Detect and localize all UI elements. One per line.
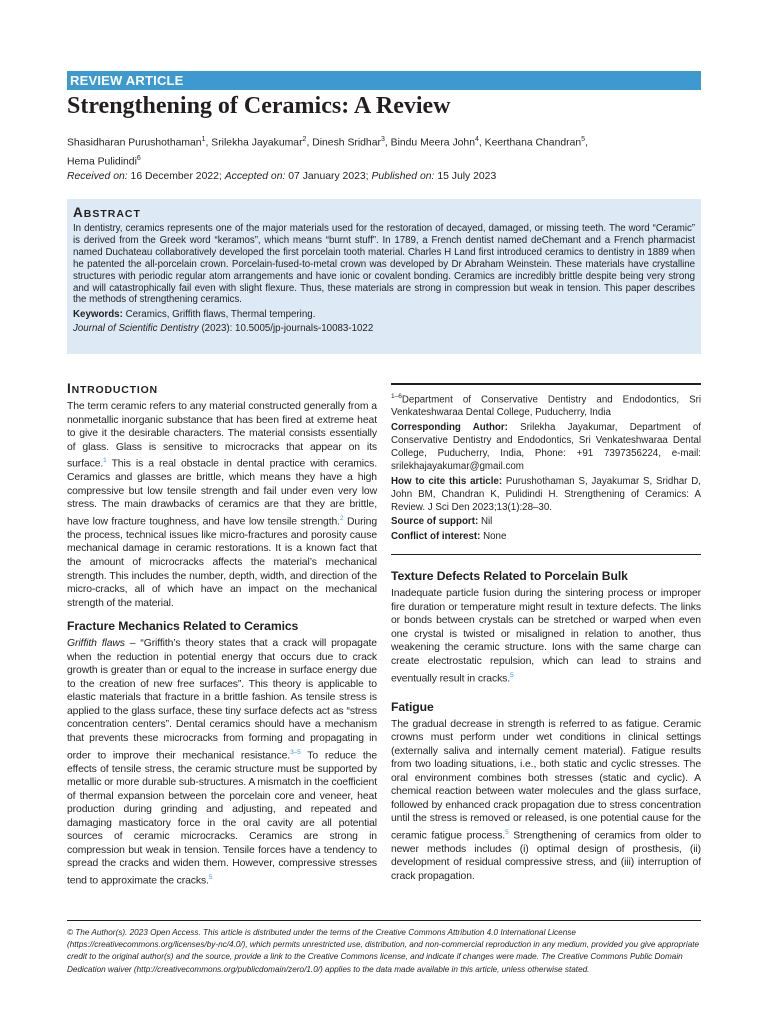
journal-citation [73,322,695,335]
received-date: 16 December 2022; [130,171,222,182]
author-name: Srilekha Jayakumar [211,137,303,149]
citation-ref[interactable]: 3–5 [290,748,301,756]
received-label: Received on: [67,171,128,182]
abstract-heading [73,205,695,220]
fracture-text-b: To reduce the effects of tensile stress, the ceramic structure must be supported by metallic or more durable sub-structures. A mismatch in the coefficient of thermal expansion between the porcelain core and veneer, heat production during grinding and adjusting, and repeated and damaging masticatory force in the oral cavity are all potential sources of ceramic microcracks. Ceramics are strong in compression but weak in tension. Tensile forces have a tendency to spread the cracks and widen them. However, compressive stresses tend to approximate the cracks. [67,749,378,887]
affiliation-sup: 1–6 [391,393,402,400]
author-affil-sup: 6 [136,154,141,162]
author-name: Keerthana Chandran [484,137,582,149]
texture-text: Inadequate particle fusion during the sintering process or improper fire duration or temperature might result in texture defects. The links or bonds between crystals can be stretched or warped when even one crystal is twisted or misaligned in relation to another, thus weakening the ceramic structure. Ions with the same charge can create electrostatic repulsion, which can lead to strains and eventually result in cracks. [391,588,701,684]
author-name: Bindu Meera John [390,137,475,149]
accepted-label: Accepted on: [224,171,286,182]
support-value: Nil [480,516,493,528]
source-of-support [391,516,701,529]
fracture-heading: Fracture Mechanics Related to Ceramics [67,619,299,634]
author-affil-sup: 4 [474,136,479,143]
introduction-heading [67,381,377,396]
license-footer: © The Author(s). 2023 Open Access. This article is distributed under the terms of the Creative Commons Attribution 4.0 International License (https://creativecommons.org/licenses/by-nc/4.0/), which permits unrestricted use, distribution, and non-commercial reproduction in any medium, provided you give appropriate credit to the original author(s) and the source, provide a link to the Creative Commons license, and indicate if changes were made. The Creative Commons Public Domain Dedication waiver (http://creativecommons.org/publicdomain/zero/1.0/) applies to the data made available in this article, unless otherwise stated. [67,920,701,976]
author-affil-sup: 2 [302,136,307,143]
intro-text-a: The term ceramic refers to any material constructed generally from a nonmetallic inorganic substance that has been fired at extreme heat to give it the desirable characters. The material consists essentially of glass. Glass is sensitive to microcracks that appear on its surface. [67,401,377,470]
article-type-banner: REVIEW ARTICLE [67,71,701,90]
article-info-box [391,383,701,555]
corresponding-text: Srilekha Jayakumar, Department of Conservative Dentistry and Endodontics, Sri Venkateshwaraa Dental College, Puducherry, India, Phone: +91 7397356224, e-mail: srilekhajayakumar@gmail.com [391,422,701,472]
fatigue-text-a: The gradual decrease in strength is referred to as fatigue. Ceramic crowns must perform under wet conditions in clinical settings (externally saliva and internally cement material). Fatigue results from two loading situations, i.e., both static and cyclic stresses. The oral environment combines both stresses (static and cyclic). A chemical reaction between water molecules and the glass surface, followed by enhanced crack propagation due to stress concentration until the stress is removed or released, is one potential cause for the ceramic fatigue process. [391,718,701,842]
affiliation [391,391,701,420]
keywords-value: Ceramics, Griffith flaws, Thermal tempering. [125,309,316,321]
citation-ref[interactable]: 5 [510,671,514,679]
keywords-label: Keywords: [73,309,123,321]
abstract-heading-initial: A [73,205,84,220]
citation-ref[interactable]: 5 [505,828,509,836]
abstract-text: In dentistry, ceramics represents one of the major materials used for the restoration of decayed, damaged, or missing teeth. The word “Ceramic” is derived from the Greek word “keramos”, which means “burnt stuff”. In 1789, a French dentist named deChemant and a French pharmacist named Duchateau collaboratively developed the first porcelain tooth material. Charles H Land first introduced ceramics to dentistry in 1889 when he patented the all-porcelain crown. Porcelain-fused-to-metal crown was developed by Dr Abraham Weinstein. These materials have crystalline structures with periodic regular atom arrangements and have ionic or covalent bonding. Ceramics are incredibly brittle despite being very strong and will catastrophically fail even with slight flexure. Thus, these materials are strong in compression but weak in tension. This paper describes the methods of strengthening ceramics. [73,223,695,306]
griffith-lead: Griffith flaws [67,638,125,650]
fracture-text-a: – “Griffith’s theory states that a crack will propagate when the reduction in potential energy that occurs due to crack growth is greater than or equal to the increase in surface energy due to the creation of new free surfaces”. This theory is applicable to elastic materials that fracture in a brittle fashion. As tensile stress is applied to the glass surface, these tiny surface defects act as “stress concentration centers”. Dental ceramics should have a mechanism that prevents these microcracks from forming and propagating in order to improve their mechanical resistance. [67,638,377,761]
abstract-box [67,199,701,354]
author-affil-sup: 1 [201,136,206,143]
intro-text-c: During the process, technical issues like micro-fractures and porosity cause mechanical damage in ceramic restorations. It is a known fact that the amount of microcracks affects the material’s mechanical strength. This includes the number, depth, width, and direction of the micro-cracks, all of which have an impact on the mechanical strength of the material. [67,516,378,609]
fatigue-heading: Fatigue [391,699,434,714]
corresponding-author [391,422,701,474]
citation-ref[interactable]: 2 [339,514,344,522]
published-date: 15 July 2023 [437,171,497,182]
conflict-of-interest [391,531,701,544]
corresponding-label: Corresponding Author: [391,422,508,434]
journal-doi: (2023): 10.5005/jp-journals-10083-1022 [201,323,374,335]
cite-label: How to cite this article: [391,475,503,487]
left-column [67,381,377,888]
introduction-heading-rest: NTRODUCTION [71,384,158,396]
citation-ref[interactable]: 1 [103,457,107,465]
article-title: Strengthening of Ceramics: A Review [67,93,451,119]
texture-paragraph [391,587,701,685]
intro-text-b: This is a real obstacle in dental practice with ceramics. Ceramics and glasses are brittle, which means they have a high compressive but low tensile strength and fail under even very low stress. The main drawbacks of ceramics are that they are brittle, have low fracture toughness, and have low tensile strength. [67,458,377,528]
author-name: Hema Pulidindi [67,156,137,168]
author-affil-sup: 5 [581,136,586,143]
cite-text: Purushothaman S, Jayakumar S, Sridhar D, John BM, Chandran K, Pulidindi H. Strengthening of Ceramics: A Review. J Sci Den 2023;13(1):28–30. [391,475,701,513]
accepted-date: 07 January 2023; [288,171,369,182]
conflict-value: None [483,531,507,543]
how-to-cite [391,476,701,515]
journal-name: Journal of Scientific Dentistry [73,323,199,335]
citation-ref[interactable]: 5 [208,873,213,881]
introduction-paragraph [67,400,377,610]
author-list: Shasidharan Purushothaman$^1$, Srilekha Jayakumar$^2$, Dinesh Sridhar$^3$, Bindu Meera John$^4$, Keerthana Chandran$^5$, Hema Pulidindi$^6$ [67,136,588,168]
fatigue-text-b: Strengthening of ceramics from older to newer methods includes (i) optimal design of prosthesis, (ii) development of residual compressive stress, and (iii) interruption of crack propagation. [391,830,701,882]
abstract-heading-rest: BSTRACT [83,208,141,220]
author-name: Dinesh Sridhar [312,137,381,149]
author-name: Shasidharan Purushothaman [67,137,202,149]
publication-dates [67,171,496,182]
texture-heading: Texture Defects Related to Porcelain Bulk [391,569,628,584]
conflict-label: Conflict of interest: [391,531,481,543]
author-affil-sup: 3 [380,136,385,143]
introduction-heading-initial: I [67,381,72,396]
right-column [391,381,701,884]
published-label: Published on: [371,171,435,182]
keywords [73,308,695,321]
fatigue-paragraph [391,718,701,884]
support-label: Source of support: [391,516,479,528]
affiliation-text: Department of Conservative Dentistry and Endodontics, Sri Venkateshwaraa Dental College, Puducherry, India [391,394,701,419]
fracture-paragraph [67,637,377,888]
